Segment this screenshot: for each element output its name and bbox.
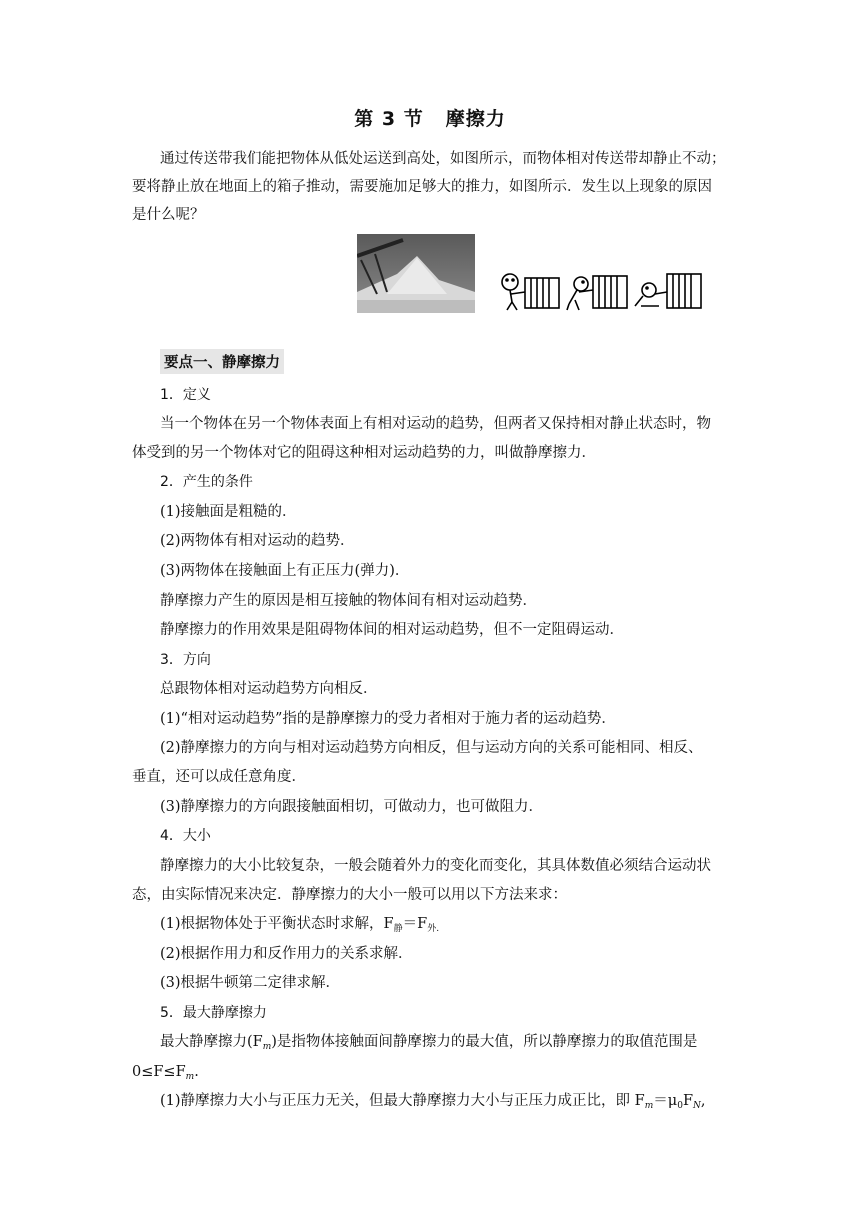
magnitude-method-1: [160, 914, 732, 939]
intro-line-3: 是什么呢？: [132, 207, 205, 223]
page-title: [0, 104, 860, 131]
heading-magnitude: 4．大小: [160, 828, 211, 844]
intro-line-1: 通过传送带我们能把物体从低处运送到高处，如图所示，而物体相对传送带却静止不动；: [160, 151, 726, 167]
magnitude-line-2: 态，由实际情况来决定．静摩擦力的大小一般可以用以下方法来求：: [132, 887, 567, 903]
max-friction-line-1: [160, 1032, 732, 1057]
definition-line-1: 当一个物体在另一个物体表面上有相对运动的趋势，但两者又保持相对静止状态时，物: [160, 416, 711, 432]
direction-line-0: 总跟物体相对运动趋势方向相反．: [160, 681, 378, 697]
max-line3-c: F: [682, 1093, 693, 1109]
condition-effect: 静摩擦力的作用效果是阻碍物体间的相对运动趋势，但不一定阻碍运动．: [160, 622, 624, 638]
method-1-equals: ＝F: [402, 916, 428, 932]
magnitude-method-2: (2)根据作用力和反作用力的关系求解．: [160, 946, 413, 962]
heading-conditions: 2．产生的条件: [160, 474, 253, 490]
method-1-sub-static: 静: [393, 924, 403, 934]
heading-definition: 1．定义: [160, 387, 211, 403]
conveyor-belt-photo: [357, 234, 475, 313]
condition-cause: 静摩擦力产生的原因是相互接触的物体间有相对运动趋势．: [160, 593, 537, 609]
heading-max-static-friction: 5．最大静摩擦力: [160, 1005, 267, 1021]
max-line1-a: 最大静摩擦力(F: [160, 1034, 263, 1050]
heading-direction: 3．方向: [160, 652, 211, 668]
condition-2: (2)两物体有相对运动的趋势．: [160, 533, 355, 549]
direction-line-3: 垂直，还可以成任意角度．: [132, 769, 306, 785]
max-line3-sub-m: m: [644, 1101, 654, 1111]
direction-line-4: (3)静摩擦力的方向跟接触面相切，可做动力，也可做阻力．: [160, 799, 544, 815]
section-heading-static-friction: 要点一、静摩擦力: [160, 349, 284, 374]
method-1-sub-external: 外.: [427, 924, 440, 934]
max-line1-sub-m: m: [262, 1042, 272, 1052]
magnitude-method-3: (3)根据牛顿第二定律求解．: [160, 975, 341, 991]
magnitude-line-1: 静摩擦力的大小比较复杂，一般会随着外力的变化而变化，其具体数值必须结合运动状: [160, 858, 711, 874]
direction-line-1: (1)“相对运动趋势”指的是静摩擦力的受力者相对于施力者的运动趋势．: [160, 711, 616, 727]
max-friction-line-2: [132, 1062, 732, 1087]
max-friction-line-3: [160, 1091, 732, 1116]
max-line3-sub-zero: 0: [677, 1101, 683, 1111]
max-line3-a: (1)静摩擦力大小与正压力无关，但最大静摩擦力大小与正压力成正比，即 F: [160, 1093, 645, 1109]
max-line3-d: ,: [700, 1093, 706, 1109]
max-line2-sub-m: m: [185, 1072, 195, 1082]
definition-line-2: 体受到的另一个物体对它的阻碍这种相对运动趋势的力，叫做静摩擦力．: [132, 445, 596, 461]
title-section-number: 第 3 节: [354, 108, 424, 130]
condition-1: (1)接触面是粗糙的．: [160, 504, 297, 520]
max-line1-b: )是指物体接触面间静摩擦力的最大值，所以静摩擦力的取值范围是: [271, 1034, 698, 1050]
direction-line-2: (2)静摩擦力的方向与相对运动趋势方向相反，但与运动方向的关系可能相同、相反、: [160, 740, 703, 756]
max-line3-sub-n: N: [693, 1101, 701, 1111]
method-1-text: (1)根据物体处于平衡状态时求解，F: [160, 916, 394, 932]
intro-line-2: 要将静止放在地面上的箱子推动，需要施加足够大的推力，如图所示．发生以上现象的原因: [132, 179, 712, 195]
max-line3-b: ＝μ: [653, 1093, 678, 1109]
max-line2-b: .: [194, 1064, 199, 1080]
condition-3: (3)两物体在接触面上有正压力(弹力)．: [160, 563, 410, 579]
pushing-box-cartoon: [497, 270, 717, 312]
max-line2-a: 0≤F≤F: [132, 1064, 186, 1080]
title-text: 摩擦力: [445, 108, 506, 130]
